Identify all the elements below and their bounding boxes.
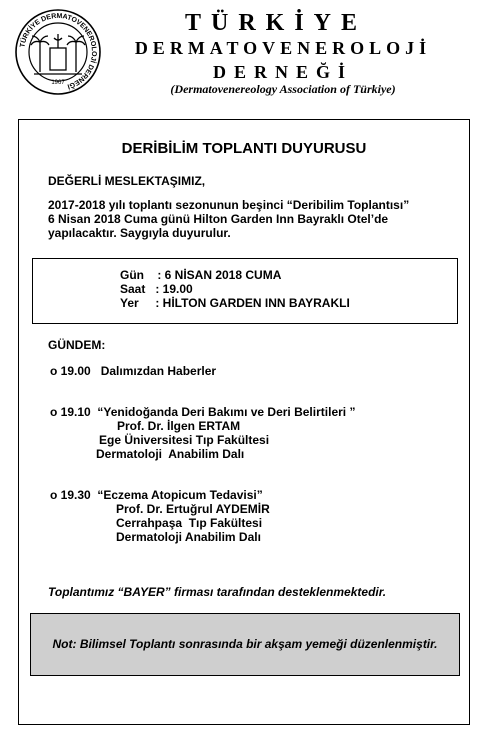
announcement-title: DERİBİLİM TOPLANTI DUYURUSU [121,140,367,157]
intro-line: 6 Nisan 2018 Cuma günü Hilton Garden Inn Bayraklı Otel’de [48,212,389,226]
salutation: DEĞERLİ MESLEKTAŞIMIZ, [48,174,206,188]
intro-line: 2017-2018 yılı toplantı sezonunun beşinci “Deribilim Toplantısı” [48,198,410,212]
sponsor-note: Toplantımız “BAYER” firması tarafından desteklenmektedir. [48,585,387,599]
agenda-item-2-institution: Ege Üniversitesi Tıp Fakültesi [99,433,270,447]
seal-year: 1967 [51,80,65,86]
agenda-item-2-title: o 19.10 “Yenidoğanda Deri Bakımı ve Deri Belirtileri ” [50,405,356,419]
org-name-line3: DERNEĞİ [212,62,353,82]
agenda-item-3-speaker: Prof. Dr. Ertuğrul AYDEMİR [116,502,270,516]
info-day: Gün : 6 NİSAN 2018 CUMA [120,268,282,282]
svg-text:TÜRKİYE DERMATOVENEROLOJİ DERN: TÜRKİYE DERMATOVENEROLOJİ DERNEĞİ [19,12,98,90]
org-english-name: (Dermatovenereology Association of Türkiye) [170,82,396,96]
agenda-item-3-title: o 19.30 “Eczema Atopicum Tedavisi” [50,488,263,502]
intro-line: yapılacaktır. Saygıyla duyurulur. [48,226,231,240]
agenda-title: GÜNDEM: [48,338,106,352]
agenda-item-2-speaker: Prof. Dr. İlgen ERTAM [117,419,241,433]
agenda-item-3-institution: Cerrahpaşa Tıp Fakültesi [116,516,263,530]
agenda-item-2-department: Dermatoloji Anabilim Dalı [96,447,245,461]
info-place: Yer : HİLTON GARDEN INN BAYRAKLI [120,296,350,310]
intro-paragraph [48,198,428,240]
dinner-note: Not: Bilimsel Toplantı sonrasında bir akşam yemeği düzenlenmiştir. [52,637,438,651]
org-name-line2: DERMATOVENEROLOJİ [134,38,432,58]
agenda-item-3-department: Dermatoloji Anabilim Dalı [116,530,261,544]
agenda-item-1: o 19.00 Dalımızdan Haberler [50,364,217,378]
info-time: Saat : 19.00 [120,282,193,296]
org-name-line1: TÜRKİYE [184,10,368,36]
